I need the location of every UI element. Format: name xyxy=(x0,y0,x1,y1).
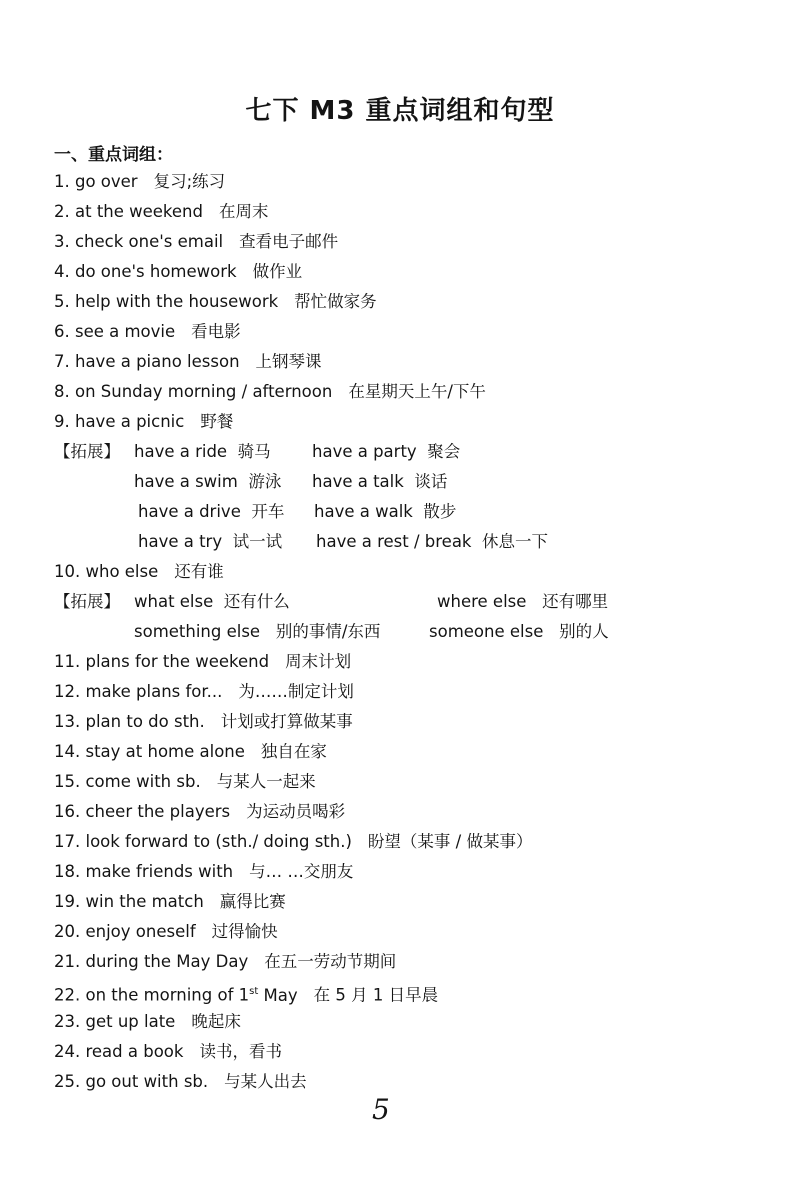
phrase-item: 1. go over 复习;练习 xyxy=(54,172,226,191)
phrase-item: 6. see a movie 看电影 xyxy=(54,322,241,341)
extension-phrase: have a party 聚会 xyxy=(312,442,461,461)
phrase-item: 2. at the weekend 在周末 xyxy=(54,202,269,221)
phrase-item: 17. look forward to (sth./ doing sth.) 盼望（某事 / 做某事） xyxy=(54,832,533,851)
section-heading: 一、重点词组： xyxy=(54,145,173,165)
phrase-item: 10. who else 还有谁 xyxy=(54,562,224,581)
extension-phrase: have a ride 骑马 xyxy=(134,442,271,461)
phrase-item: 18. make friends with 与… …交朋友 xyxy=(54,862,354,881)
extension-phrase: have a talk 谈话 xyxy=(312,472,448,491)
phrase-item: 15. come with sb. 与某人一起来 xyxy=(54,772,316,791)
extension-phrase: have a drive 开车 xyxy=(138,502,285,521)
extension-phrase: what else 还有什么 xyxy=(134,592,290,611)
extension-phrase: have a walk 散步 xyxy=(314,502,457,521)
phrase-item: 4. do one's homework 做作业 xyxy=(54,262,303,281)
extension-phrase: have a try 试一试 xyxy=(138,532,283,551)
phrase-item: 3. check one's email 查看电子邮件 xyxy=(54,232,339,251)
phrase-item: 19. win the match 赢得比赛 xyxy=(54,892,286,911)
phrase-item: 8. on Sunday morning / afternoon 在星期天上午/下午 xyxy=(54,382,486,401)
page-number: 5 xyxy=(372,1093,390,1126)
phrase-item: 12. make plans for... 为……制定计划 xyxy=(54,682,354,701)
phrase-item: 20. enjoy oneself 过得愉快 xyxy=(54,922,278,941)
phrase-item: 14. stay at home alone 独自在家 xyxy=(54,742,327,761)
extension-phrase: have a swim 游泳 xyxy=(134,472,282,491)
phrase-item: 21. during the May Day 在五一劳动节期间 xyxy=(54,952,397,971)
extension-phrase: where else 还有哪里 xyxy=(437,592,609,611)
extension-phrase: something else 别的事情/东西 xyxy=(134,622,381,641)
extension-phrase: have a rest / break 休息一下 xyxy=(316,532,548,551)
phrase-item: 13. plan to do sth. 计划或打算做某事 xyxy=(54,712,353,731)
phrase-item: 9. have a picnic 野餐 xyxy=(54,412,234,431)
phrase-item: 23. get up late 晚起床 xyxy=(54,1012,241,1031)
extension-tag: 【拓展】 xyxy=(54,592,120,611)
phrase-item: 22. on the morning of 1st May 在 5 月 1 日早晨 xyxy=(54,985,439,1005)
phrase-item: 25. go out with sb. 与某人出去 xyxy=(54,1072,307,1091)
phrase-item: 16. cheer the players 为运动员喝彩 xyxy=(54,802,346,821)
page-title: 七下 M3 重点词组和句型 xyxy=(245,96,555,126)
extension-phrase: someone else 别的人 xyxy=(429,622,609,641)
extension-tag: 【拓展】 xyxy=(54,442,120,461)
phrase-item: 24. read a book 读书，看书 xyxy=(54,1042,282,1061)
phrase-item: 11. plans for the weekend 周末计划 xyxy=(54,652,352,671)
phrase-item: 5. help with the housework 帮忙做家务 xyxy=(54,292,377,311)
phrase-item: 7. have a piano lesson 上钢琴课 xyxy=(54,352,322,371)
